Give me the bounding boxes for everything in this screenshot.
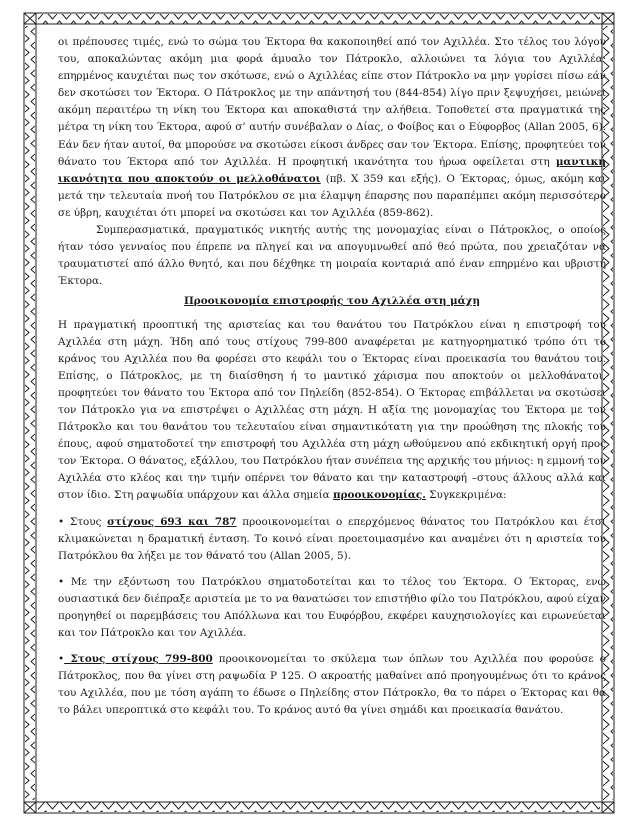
bullet-marker: • — [58, 575, 65, 588]
bullet-item — [58, 514, 606, 565]
emphasis-text: στίχους 693 και 787 — [107, 515, 237, 528]
section-heading-text: Προοικονομία επιστροφής του Αχιλλέα στη μάχη — [183, 295, 481, 308]
paragraph-text: Με την εξόντωση του Πατρόκλου σηματοδοτείται και το τέλος του Έκτορα. Ο Έκτορας, ενώ ουσιαστικά δεν διέπραξε αριστεία με το να θανατώσει τον επιστήθιο φίλο του Πατρόκλου, αφού είχαν προηγηθεί οι παρεμβάσεις του Απόλλωνα και του Ευφόρβου, εκφέρει καυχησιολογίες και ειρωνεύεται και τον Πάτροκλο και τον Αχιλλέα. — [58, 575, 606, 640]
bullet-marker: • — [58, 653, 65, 666]
document-body — [58, 34, 606, 720]
bullet-item — [58, 574, 606, 642]
paragraph-text: Στους — [64, 515, 108, 528]
bullet-item — [58, 651, 606, 719]
paragraph — [58, 317, 606, 505]
emphasis-text: Στους στίχους 799-800 — [64, 653, 213, 666]
paragraph-text: προοικονομείται ο επερχόμενος θάνατος του Πατρόκλου και έτσι κλιμακώνεται η δραματική ένταση. Το κοινό είναι προετοιμασμένο και αναμένει ότι η αριστεία του Πατρόκλου θα λήξει με τον θάνατό του (Allan 2005, 5). — [58, 515, 606, 562]
paragraph-text: Συγκεκριμένα: — [425, 489, 507, 502]
paragraph-text: (πβ. Χ 359 και εξής). Ο Έκτορας, όμως, ακόμη και μετά την τελευταία πνοή του Πατρόκλου σε μια έλαμψη έπαρσης που παραπέμπει ακόμη περισσότερο σε ύβρη, καυχιέται ότι μπορεί να σκοτώσει και τον Αχιλλέα (859-862). — [58, 172, 606, 219]
section-heading — [58, 293, 606, 310]
paragraph-text: προοικονομείται το σκύλεμα των όπλων του Αχιλλέα που φορούσε ο Πάτροκλος, που θα γίνει στη ραψωδία Ρ 125. Ο ακροατής μαθαίνει από προηγουμένως ότι το κράνος του Αχιλλέα, που με τόση αγάπη το έδωσε ο Πηλείδης στον Πάτροκλο, θα το πάρει ο Έκτορας και θα το βάλει υπεροπτικά στο κεφάλι του. Το κράνος αυτό θα γίνει σημάδι και προεικασία θανάτου. — [58, 653, 606, 717]
emphasis-text: μαντική ικανότητα που αποκτούν οι μελλοθάνατοι — [58, 155, 606, 185]
paragraph — [58, 34, 606, 222]
paragraph: Συμπερασματικά, πραγματικός νικητής αυτής της μονομαχίας είναι ο Πάτροκλος, ο οποίος ήταν τόσο γενναίος που έπρεπε να πληγεί και να απογυμνωθεί από θεό πρώτα, που χρειαζόταν να τραυματιστεί από άλλο θνητό, και που δέχθηκε τη μοιραία κονταριά από έναν επηρμένο και υβριστή Έκτορα. — [58, 224, 606, 288]
bullet-marker: • — [58, 515, 65, 528]
paragraph-text: Η πραγματική προοπτική της αριστείας και του θανάτου του Πατρόκλου είναι η επιστροφή του Αχιλλέα στη μάχη. Ήδη από τους στίχους 799-800 αναφέρεται με κατηγορηματικό τρόπο ότι το κράνος του Αχιλλέα που θα φορέσει στο κεφάλι του ο Έκτορας είναι προεικασία του θανάτου του. Επίσης, ο Πάτροκλος, με τη διαίσθηση ή το μαντικό χάρισμα που αποκτούν οι μελλοθάνατοι, προφητεύει τον θάνατο του Έκτορα από τον Πηλείδη (852-854). Ο Έκτορας επιβάλλεται να σκοτώσει τον Πάτροκλο για να επιστρέψει ο Αχιλλέας στη μάχη. Η αξία της μονομαχίας του Έκτορα με τον Πάτροκλο και του θανάτου του τελευταίου είναι σημαντικότατη για την προώθηση της πλοκής του έπους, αφού σηματοδοτεί την επιστροφή του Αχιλλέα στη μάχη ωθούμενου από εκδικητική οργή προς τον Έκτορα. Ο θάνατος, εξάλλου, του Πατρόκλου ήταν συνέπεια της αρχικής του μήνιος: η εμμονή του Αχιλλέα στο κλέος και την τιμήν οπέρνει τον θάνατο και την καταστροφή –στους άλλους αλλά και στον ίδιο. Στη ραψωδία υπάρχουν και άλλα σημεία — [58, 318, 606, 502]
emphasis-text: προοικονομίας. — [333, 489, 426, 502]
paragraph-text: οι πρέπουσες τιμές, ενώ το σώμα του Έκτορα θα κακοποιηθεί από τον Αχιλλέα. Στο τέλος του λόγου του, αποκαλώντας ακόμη μια φορά άμυαλο τον Πάτροκλο, αλλοιώνει τα λόγια του Αχιλλέα· επηρμένος καυχιέται πως τον σκότωσε, ενώ ο Αχιλλέας είπε στον Πάτροκλο να μην γυρίσει πίσω εάν δεν σκοτώσει τον Έκτορα. Ο Πάτροκλος με την απάντησή του (844-854) λίγο πριν ξεψυχήσει, μειώνει ακόμη περαιτέρω τη νίκη του Έκτορα και αποκαθιστά την αλήθεια. Τοποθετεί στα πραγματικά της μέτρα τη νίκη του Έκτορα, αφού σ’ αυτήν συνέβαλαν ο Δίας, ο Φοίβος και ο Εύφορβος (Allan 2005, 6). Εάν δεν ήταν αυτοί, θα μπορούσε να σκοτώσει είκοσι άνδρες σαν τον Έκτορα. Επίσης, προφητεύει τον θάνατο του Έκτορα από τον Αχιλλέα. Η προφητική ικανότητα του ήρωα οφείλεται στη — [58, 36, 606, 168]
